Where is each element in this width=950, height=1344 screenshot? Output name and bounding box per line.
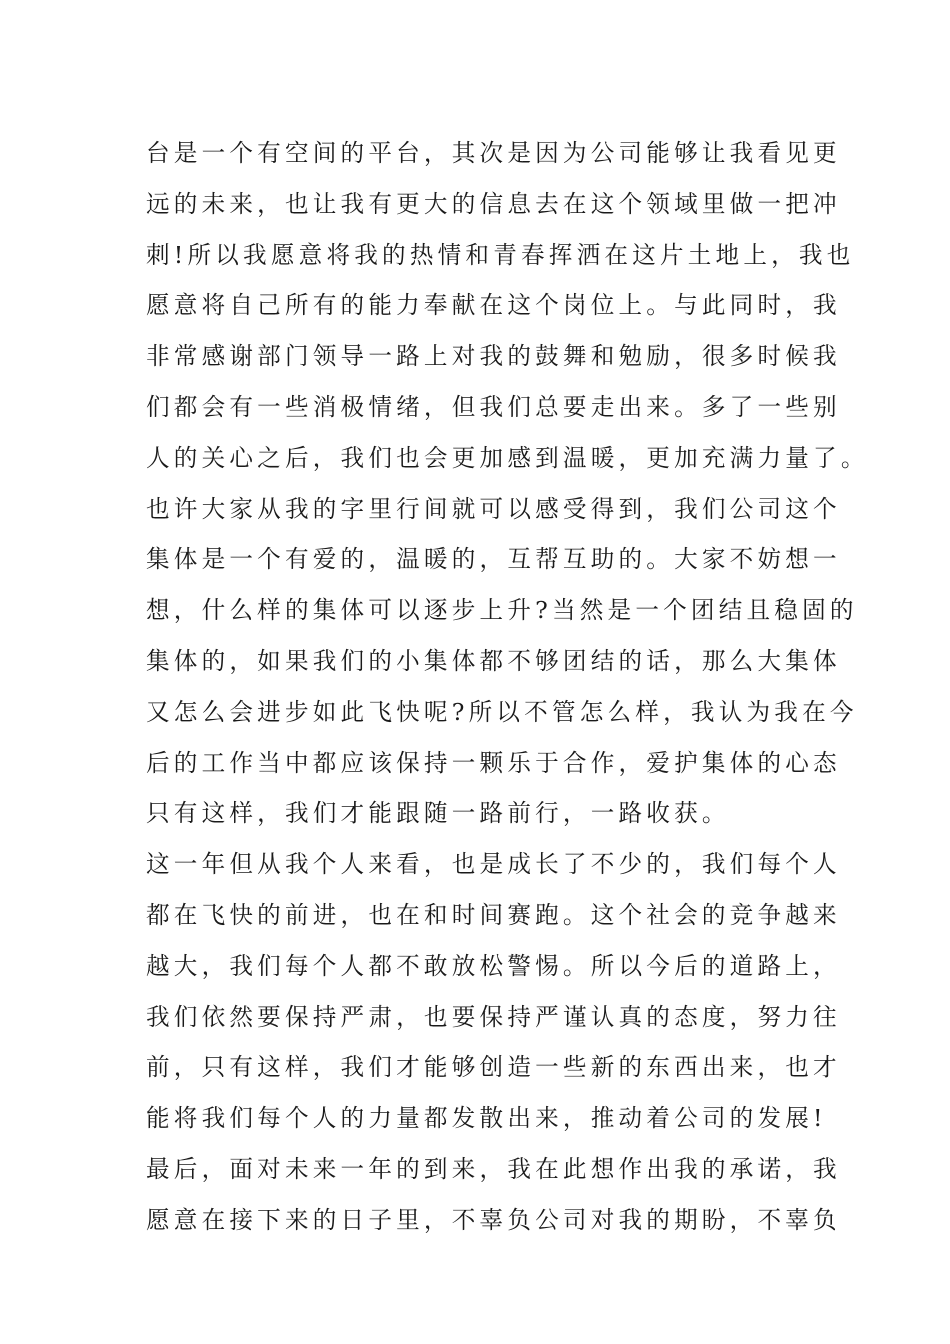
text-line: 愿意将自己所有的能力奉献在这个岗位上。与此同时，我 — [146, 291, 841, 320]
text-line: 都在飞快的前进，也在和时间赛跑。这个社会的竞争越来 — [146, 900, 841, 929]
text-line: 们都会有一些消极情绪，但我们总要走出来。多了一些别 — [146, 392, 841, 421]
text-line: 集体的，如果我们的小集体都不够团结的话，那么大集体 — [146, 646, 841, 675]
text-line: 最后，面对未来一年的到来，我在此想作出我的承诺，我 — [146, 1154, 841, 1183]
text-line: 想，什么样的集体可以逐步上升?当然是一个团结且稳固的 — [146, 596, 858, 625]
body-text — [146, 128, 869, 1246]
text-line: 集体是一个有爱的，温暖的，互帮互助的。大家不妨想一 — [146, 545, 841, 574]
text-line: 后的工作当中都应该保持一颗乐于合作，爱护集体的心态 — [146, 748, 841, 777]
text-line: 我们依然要保持严肃，也要保持严谨认真的态度，努力往 — [146, 1002, 841, 1031]
text-line: 愿意在接下来的日子里，不辜负公司对我的期盼，不辜负 — [146, 1205, 841, 1234]
text-line: 只有这样，我们才能跟随一路前行，一路收获。 — [146, 799, 730, 828]
text-line: 也许大家从我的字里行间就可以感受得到，我们公司这个 — [146, 494, 841, 523]
text-line: 远的未来，也让我有更大的信息去在这个领域里做一把冲 — [146, 189, 841, 218]
text-line: 前，只有这样，我们才能够创造一些新的东西出来，也才 — [146, 1053, 841, 1082]
text-line: 台是一个有空间的平台，其次是因为公司能够让我看见更 — [146, 139, 841, 167]
text-line: 非常感谢部门领导一路上对我的鼓舞和勉励，很多时候我 — [146, 342, 841, 371]
text-line: 这一年但从我个人来看，也是成长了不少的，我们每个人 — [146, 850, 841, 879]
text-line: 能将我们每个人的力量都发散出来，推动着公司的发展! — [146, 1104, 827, 1133]
text-line: 又怎么会进步如此飞快呢?所以不管怎么样，我认为我在今 — [146, 697, 858, 726]
text-line: 刺!所以我愿意将我的热情和青春挥洒在这片土地上，我也 — [146, 240, 855, 269]
text-line: 越大，我们每个人都不敢放松警惕。所以今后的道路上， — [146, 951, 841, 980]
text-line: 人的关心之后，我们也会更加感到温暖，更加充满力量了。 — [146, 443, 869, 472]
